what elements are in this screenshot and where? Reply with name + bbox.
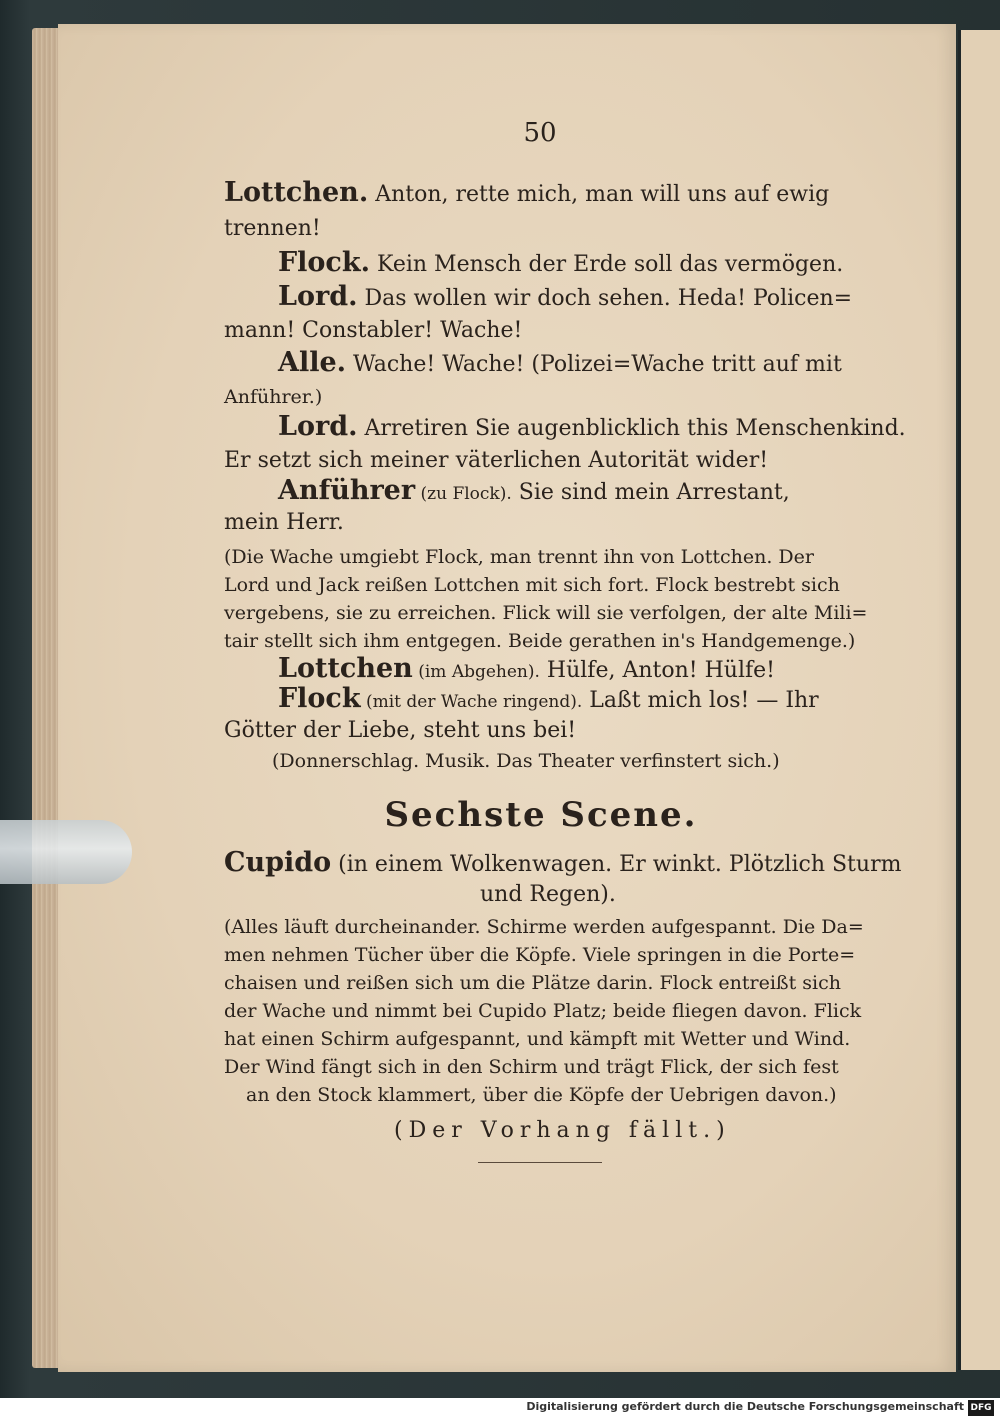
dfg-logo-icon: DFG bbox=[968, 1400, 994, 1416]
text-line bbox=[224, 848, 901, 880]
line-text: Arretiren Sie augenblicklich this Menschenkind. bbox=[357, 416, 906, 441]
text-line: Götter der Liebe, steht uns bei! bbox=[224, 718, 577, 743]
text-line: Er setzt sich meiner väterlichen Autorität wider! bbox=[224, 448, 769, 473]
line-text: (in einem Wolkenwagen. Er winkt. Plötzlich Sturm bbox=[331, 852, 902, 877]
text-line: (Donnerschlag. Musik. Das Theater verfinstert sich.) bbox=[272, 750, 780, 772]
line-text: Das wollen wir doch sehen. Heda! Policen= bbox=[357, 286, 853, 311]
text-line bbox=[278, 248, 843, 280]
speaker-name: Lord. bbox=[278, 411, 358, 442]
text-line: Anführer.) bbox=[224, 386, 323, 408]
text-line bbox=[278, 684, 819, 717]
stage-direction: (mit der Wache ringend). bbox=[360, 692, 583, 712]
next-page-edge bbox=[958, 30, 1000, 1370]
text-line: Lord und Jack reißen Lottchen mit sich fort. Flock bestrebt sich bbox=[224, 574, 840, 596]
text-line: vergebens, sie zu erreichen. Flick will sie verfolgen, der alte Mili= bbox=[224, 602, 868, 624]
line-text: Sie sind mein Arrestant, bbox=[511, 480, 790, 505]
text-line: Der Wind fängt sich in den Schirm und trägt Flick, der sich fest bbox=[224, 1056, 839, 1078]
text-line: mann! Constabler! Wache! bbox=[224, 318, 523, 343]
text-line: und Regen). bbox=[480, 882, 616, 907]
text-line: (Die Wache umgiebt Flock, man trennt ihn von Lottchen. Der bbox=[224, 546, 814, 568]
speaker-name: Lord. bbox=[278, 281, 358, 312]
text-line: an den Stock klammert, über die Köpfe der Uebrigen davon.) bbox=[246, 1084, 837, 1106]
text-line: chaisen und reißen sich um die Plätze darin. Flock entreißt sich bbox=[224, 972, 841, 994]
text-line bbox=[278, 282, 852, 314]
speaker-name: Flock bbox=[278, 683, 361, 714]
line-text: Wache! Wache! (Polizei=Wache tritt auf mit bbox=[346, 352, 842, 377]
speaker-name: Cupido bbox=[224, 847, 332, 878]
text-line: hat einen Schirm aufgespannt, und kämpft mit Wetter und Wind. bbox=[224, 1028, 851, 1050]
glass-clip bbox=[0, 820, 132, 884]
text-line bbox=[278, 476, 790, 509]
text-line bbox=[224, 178, 829, 210]
line-text: Kein Mensch der Erde soll das vermögen. bbox=[369, 252, 844, 277]
speaker-name: Lottchen. bbox=[224, 177, 369, 208]
scene-title: Sechste Scene. bbox=[384, 795, 698, 835]
text-line: trennen! bbox=[224, 216, 321, 241]
line-text: Laßt mich los! — Ihr bbox=[582, 688, 819, 713]
text-line: (Alles läuft durcheinander. Schirme werden aufgespannt. Die Da= bbox=[224, 916, 864, 938]
speaker-name: Anführer bbox=[278, 475, 416, 506]
speaker-name: Alle. bbox=[278, 347, 347, 378]
curtain-line: (Der Vorhang fällt.) bbox=[394, 1118, 731, 1143]
text-line bbox=[278, 348, 842, 380]
text-line: mein Herr. bbox=[224, 510, 344, 535]
text-line: der Wache und nimmt bei Cupido Platz; beide fliegen davon. Flick bbox=[224, 1000, 862, 1022]
line-text: Hülfe, Anton! Hülfe! bbox=[539, 658, 775, 683]
text-line: tair stellt sich ihm entgegen. Beide gerathen in's Handgemenge.) bbox=[224, 630, 856, 652]
closing-rule bbox=[478, 1162, 602, 1163]
text-line bbox=[278, 412, 906, 444]
page-number: 50 bbox=[523, 118, 557, 148]
speaker-name: Flock. bbox=[278, 247, 370, 278]
text-line: men nehmen Tücher über die Köpfe. Viele springen in die Porte= bbox=[224, 944, 856, 966]
line-text: Anton, rette mich, man will uns auf ewig bbox=[368, 182, 830, 207]
stage-direction: (im Abgehen). bbox=[412, 662, 540, 682]
speaker-name: Lottchen bbox=[278, 653, 413, 684]
stage-direction: (zu Flock). bbox=[415, 484, 512, 504]
footer-bar bbox=[0, 1398, 1000, 1420]
footer-credit: Digitalisierung gefördert durch die Deutsche Forschungsgemeinschaft bbox=[526, 1400, 964, 1413]
